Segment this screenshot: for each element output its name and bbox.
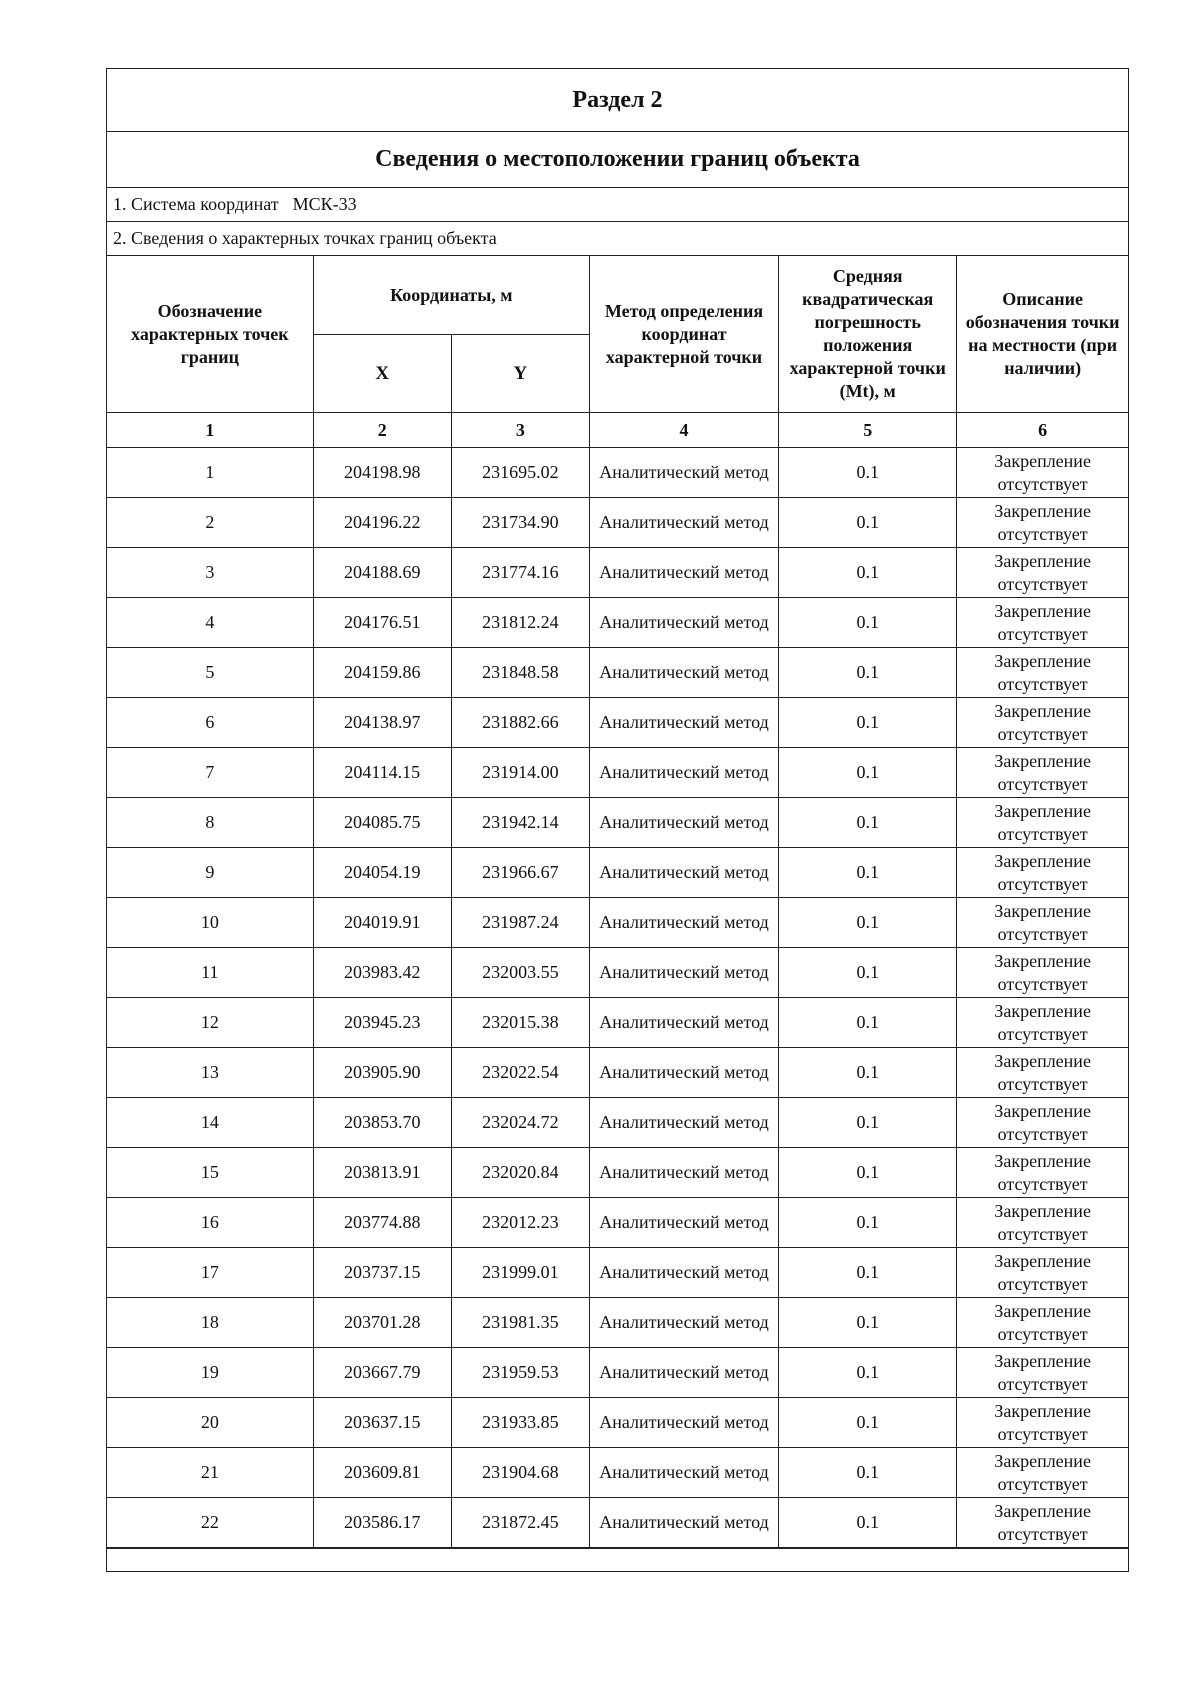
cell-point-id: 1 (107, 448, 313, 498)
table-row (107, 1198, 1128, 1248)
cell-error: 0.1 (779, 1098, 957, 1148)
cell-method: Аналитический метод (589, 1398, 778, 1448)
cell-desc: Закрепление отсутствует (957, 848, 1128, 898)
cell-desc: Закрепление отсутствует (957, 898, 1128, 948)
cell-x: 203983.42 (313, 948, 451, 998)
cell-method: Аналитический метод (589, 1448, 778, 1498)
cell-x: 204114.15 (313, 748, 451, 798)
cell-error: 0.1 (779, 948, 957, 998)
cell-y: 232003.55 (451, 948, 589, 998)
cell-point-id: 6 (107, 698, 313, 748)
cell-error: 0.1 (779, 1398, 957, 1448)
table-row (107, 1248, 1128, 1298)
cell-x: 204198.98 (313, 448, 451, 498)
cell-y: 231734.90 (451, 498, 589, 548)
cell-point-id: 11 (107, 948, 313, 998)
cell-point-id: 19 (107, 1348, 313, 1398)
table-row (107, 1398, 1128, 1448)
cell-point-id: 16 (107, 1198, 313, 1248)
table-row (107, 548, 1128, 598)
cell-point-id: 9 (107, 848, 313, 898)
cell-method: Аналитический метод (589, 748, 778, 798)
table-row (107, 748, 1128, 798)
column-number: 6 (957, 413, 1128, 448)
cell-desc: Закрепление отсутствует (957, 1098, 1128, 1148)
section-subtitle: Сведения о местоположении границ объекта (107, 132, 1128, 188)
cell-x: 203586.17 (313, 1498, 451, 1548)
table-row (107, 1498, 1128, 1548)
cell-y: 231848.58 (451, 648, 589, 698)
cell-point-id: 7 (107, 748, 313, 798)
cell-desc: Закрепление отсутствует (957, 1398, 1128, 1448)
column-number: 5 (779, 413, 957, 448)
cell-desc: Закрепление отсутствует (957, 1048, 1128, 1098)
table-row (107, 1298, 1128, 1348)
cell-x: 203609.81 (313, 1448, 451, 1498)
cell-x: 203774.88 (313, 1198, 451, 1248)
cell-point-id: 5 (107, 648, 313, 698)
cell-error: 0.1 (779, 448, 957, 498)
cell-x: 203701.28 (313, 1298, 451, 1348)
column-numbers-row (107, 413, 1128, 448)
cell-desc: Закрепление отсутствует (957, 798, 1128, 848)
cell-y: 232020.84 (451, 1148, 589, 1198)
cell-method: Аналитический метод (589, 1348, 778, 1398)
cell-method: Аналитический метод (589, 448, 778, 498)
cell-x: 204138.97 (313, 698, 451, 748)
cell-y: 231872.45 (451, 1498, 589, 1548)
cell-error: 0.1 (779, 798, 957, 848)
cell-desc: Закрепление отсутствует (957, 1298, 1128, 1348)
cell-error: 0.1 (779, 1298, 957, 1348)
column-number: 1 (107, 413, 313, 448)
cell-method: Аналитический метод (589, 1048, 778, 1098)
table-row (107, 1348, 1128, 1398)
cell-y: 231966.67 (451, 848, 589, 898)
table-row (107, 898, 1128, 948)
cell-error: 0.1 (779, 1348, 957, 1398)
cell-y: 231981.35 (451, 1298, 589, 1348)
column-number: 3 (451, 413, 589, 448)
cell-point-id: 22 (107, 1498, 313, 1548)
table-row (107, 448, 1128, 498)
cell-point-id: 17 (107, 1248, 313, 1298)
cell-desc: Закрепление отсутствует (957, 698, 1128, 748)
cell-x: 204159.86 (313, 648, 451, 698)
header-designation: Обозначение характерных точек границ (107, 256, 313, 413)
header-description: Описание обозначения точки на местности (при наличии) (957, 256, 1128, 413)
cell-method: Аналитический метод (589, 548, 778, 598)
cell-y: 231933.85 (451, 1398, 589, 1448)
cell-method: Аналитический метод (589, 498, 778, 548)
cell-x: 204188.69 (313, 548, 451, 598)
cell-method: Аналитический метод (589, 598, 778, 648)
coord-system-row (107, 188, 1128, 222)
cell-x: 204019.91 (313, 898, 451, 948)
table-row (107, 1448, 1128, 1498)
table-row (107, 998, 1128, 1048)
table-row (107, 598, 1128, 648)
header-x: X (313, 335, 451, 413)
cell-desc: Закрепление отсутствует (957, 748, 1128, 798)
cell-method: Аналитический метод (589, 898, 778, 948)
cell-desc: Закрепление отсутствует (957, 948, 1128, 998)
cell-desc: Закрепление отсутствует (957, 1248, 1128, 1298)
cell-error: 0.1 (779, 748, 957, 798)
cell-y: 231812.24 (451, 598, 589, 648)
cell-x: 204196.22 (313, 498, 451, 548)
cell-point-id: 20 (107, 1398, 313, 1448)
cell-point-id: 21 (107, 1448, 313, 1498)
cell-x: 203737.15 (313, 1248, 451, 1298)
cell-method: Аналитический метод (589, 1148, 778, 1198)
cell-error: 0.1 (779, 548, 957, 598)
cell-error: 0.1 (779, 598, 957, 648)
cell-desc: Закрепление отсутствует (957, 1348, 1128, 1398)
cell-y: 231942.14 (451, 798, 589, 848)
cell-method: Аналитический метод (589, 948, 778, 998)
cell-desc: Закрепление отсутствует (957, 598, 1128, 648)
cell-method: Аналитический метод (589, 1498, 778, 1548)
cell-y: 231987.24 (451, 898, 589, 948)
cell-method: Аналитический метод (589, 798, 778, 848)
table-row (107, 1048, 1128, 1098)
cell-point-id: 2 (107, 498, 313, 548)
cell-x: 203637.15 (313, 1398, 451, 1448)
header-error: Средняя квадратическая погрешность положения характерной точки (Mt), м (779, 256, 957, 413)
cell-y: 231904.68 (451, 1448, 589, 1498)
cell-y: 232022.54 (451, 1048, 589, 1098)
cell-error: 0.1 (779, 1198, 957, 1248)
cell-error: 0.1 (779, 848, 957, 898)
cell-error: 0.1 (779, 648, 957, 698)
header-coordinates: Координаты, м (313, 256, 589, 335)
cell-error: 0.1 (779, 898, 957, 948)
cell-error: 0.1 (779, 1498, 957, 1548)
cell-point-id: 10 (107, 898, 313, 948)
cell-desc: Закрепление отсутствует (957, 448, 1128, 498)
cell-method: Аналитический метод (589, 1198, 778, 1248)
table-row (107, 648, 1128, 698)
cell-desc: Закрепление отсутствует (957, 1148, 1128, 1198)
cell-method: Аналитический метод (589, 648, 778, 698)
header-method: Метод определения координат характерной точки (589, 256, 778, 413)
cell-point-id: 4 (107, 598, 313, 648)
cell-desc: Закрепление отсутствует (957, 1498, 1128, 1548)
boundary-points-table (107, 256, 1128, 1548)
cell-x: 203945.23 (313, 998, 451, 1048)
cell-point-id: 3 (107, 548, 313, 598)
cell-y: 232024.72 (451, 1098, 589, 1148)
table-row (107, 948, 1128, 998)
cell-desc: Закрепление отсутствует (957, 548, 1128, 598)
cell-point-id: 18 (107, 1298, 313, 1348)
coord-system-label: 1. Система координат (113, 194, 279, 214)
coord-system-value: МСК-33 (292, 194, 357, 214)
table-footer-strip (107, 1548, 1128, 1571)
cell-y: 231959.53 (451, 1348, 589, 1398)
cell-point-id: 15 (107, 1148, 313, 1198)
cell-method: Аналитический метод (589, 998, 778, 1048)
cell-x: 203813.91 (313, 1148, 451, 1198)
cell-method: Аналитический метод (589, 1248, 778, 1298)
cell-desc: Закрепление отсутствует (957, 1448, 1128, 1498)
cell-point-id: 13 (107, 1048, 313, 1098)
table-row (107, 498, 1128, 548)
cell-y: 232015.38 (451, 998, 589, 1048)
cell-x: 204176.51 (313, 598, 451, 648)
cell-y: 231695.02 (451, 448, 589, 498)
cell-desc: Закрепление отсутствует (957, 648, 1128, 698)
cell-x: 204054.19 (313, 848, 451, 898)
cell-error: 0.1 (779, 1248, 957, 1298)
cell-desc: Закрепление отсутствует (957, 498, 1128, 548)
table-row (107, 1148, 1128, 1198)
column-number: 4 (589, 413, 778, 448)
table-row (107, 1098, 1128, 1148)
cell-method: Аналитический метод (589, 1098, 778, 1148)
cell-point-id: 12 (107, 998, 313, 1048)
header-y: Y (451, 335, 589, 413)
cell-error: 0.1 (779, 1048, 957, 1098)
document-page (106, 68, 1129, 1572)
cell-x: 204085.75 (313, 798, 451, 848)
table-row (107, 798, 1128, 848)
cell-error: 0.1 (779, 998, 957, 1048)
cell-x: 203905.90 (313, 1048, 451, 1098)
cell-x: 203853.70 (313, 1098, 451, 1148)
cell-y: 232012.23 (451, 1198, 589, 1248)
cell-method: Аналитический метод (589, 1298, 778, 1348)
cell-error: 0.1 (779, 498, 957, 548)
cell-error: 0.1 (779, 1148, 957, 1198)
cell-error: 0.1 (779, 1448, 957, 1498)
cell-y: 231999.01 (451, 1248, 589, 1298)
table-row (107, 698, 1128, 748)
cell-y: 231914.00 (451, 748, 589, 798)
cell-desc: Закрепление отсутствует (957, 998, 1128, 1048)
cell-x: 203667.79 (313, 1348, 451, 1398)
cell-point-id: 8 (107, 798, 313, 848)
table-row (107, 848, 1128, 898)
cell-method: Аналитический метод (589, 698, 778, 748)
section-title: Раздел 2 (107, 69, 1128, 132)
cell-y: 231774.16 (451, 548, 589, 598)
cell-y: 231882.66 (451, 698, 589, 748)
cell-error: 0.1 (779, 698, 957, 748)
cell-point-id: 14 (107, 1098, 313, 1148)
cell-method: Аналитический метод (589, 848, 778, 898)
points-heading: 2. Сведения о характерных точках границ объекта (107, 222, 1128, 256)
cell-desc: Закрепление отсутствует (957, 1198, 1128, 1248)
column-number: 2 (313, 413, 451, 448)
